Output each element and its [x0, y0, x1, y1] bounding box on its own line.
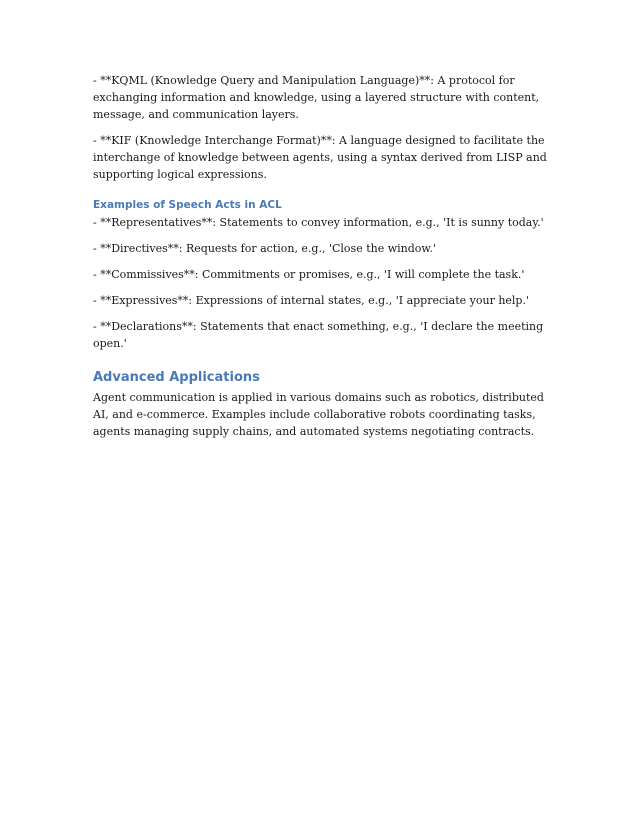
document-page	[93, 72, 548, 449]
list-item-declarations: - **Declarations**: Statements that enact something, e.g., 'I declare the meeting open.'	[93, 320, 544, 350]
list-item-commissives: - **Commissives**: Commitments or promises, e.g., 'I will complete the task.'	[93, 268, 525, 281]
list-item-expressives: - **Expressives**: Expressions of internal states, e.g., 'I appreciate your help.'	[93, 294, 529, 307]
list-item-directives: - **Directives**: Requests for action, e.g., 'Close the window.'	[93, 242, 437, 255]
heading-advanced-applications: Advanced Applications	[93, 370, 260, 385]
paragraph-kqml: - **KQML (Knowledge Query and Manipulation Language)**: A protocol for exchanging information and knowledge, using a layered structure with content, message, and communication layers.	[93, 74, 540, 121]
paragraph-advanced-applications: Agent communication is applied in various domains such as robotics, distributed AI, and e-commerce. Examples include collaborative robots coordinating tasks, agents managing supply chains, and automated systems negotiating contracts.	[93, 391, 544, 438]
paragraph-kif: - **KIF (Knowledge Interchange Format)**: A language designed to facilitate the interchange of knowledge between agents, using a syntax derived from LISP and supporting logical expressions.	[93, 134, 547, 181]
heading-examples-speech-acts: Examples of Speech Acts in ACL	[93, 199, 282, 211]
list-item-representatives: - **Representatives**: Statements to convey information, e.g., 'It is sunny today.'	[93, 216, 544, 229]
